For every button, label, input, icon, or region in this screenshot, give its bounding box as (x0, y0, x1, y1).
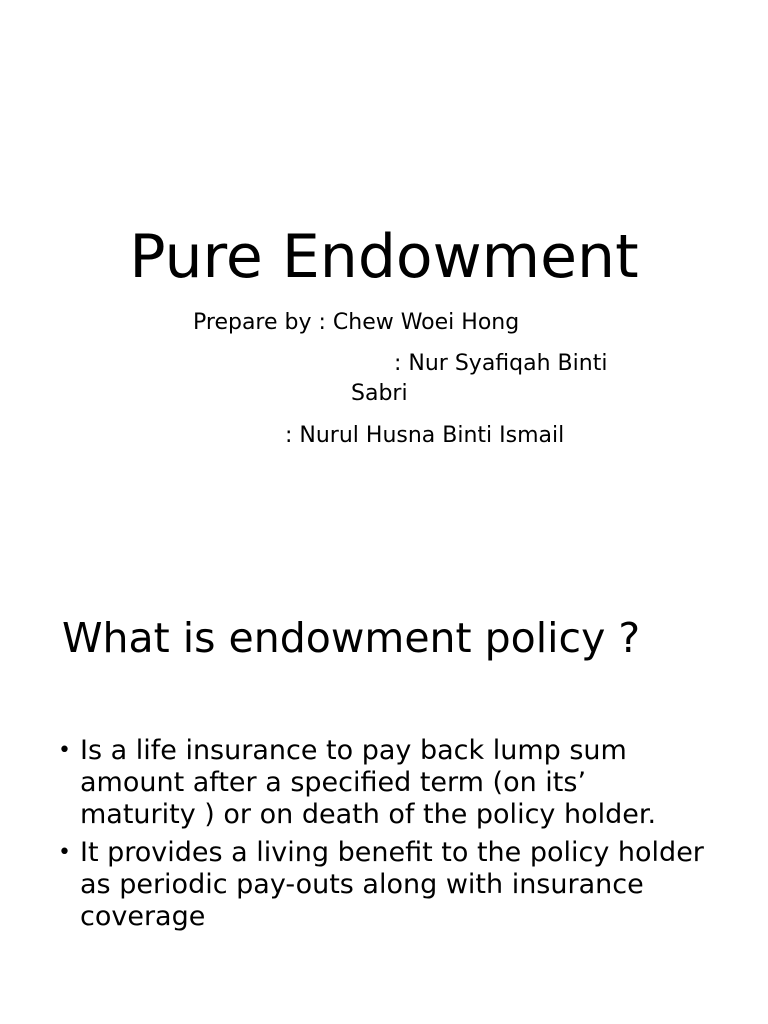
bullet-item (58, 837, 708, 933)
bullet-item (58, 735, 708, 831)
bullet-list (58, 735, 708, 939)
author-line-1: Prepare by : Chew Woei Hong (193, 310, 520, 335)
author-line-2-continued: Sabri (351, 381, 408, 406)
slide-title: Pure Endowment (129, 222, 639, 292)
bullet-icon: • (58, 840, 71, 865)
definition-slide (0, 576, 768, 1024)
bullet-icon: • (58, 738, 71, 763)
author-line-2: : Nur Syafiqah Binti (394, 351, 608, 376)
bullet-text: It provides a living benefit to the policy holder as periodic pay-outs along with insurance coverage (80, 837, 704, 932)
slide-heading: What is endowment policy ? (62, 614, 641, 662)
bullet-text: Is a life insurance to pay back lump sum amount after a specified term (on its’ maturity ) or on death of the policy holder. (80, 735, 657, 830)
author-line-3: : Nurul Husna Binti Ismail (285, 423, 565, 448)
